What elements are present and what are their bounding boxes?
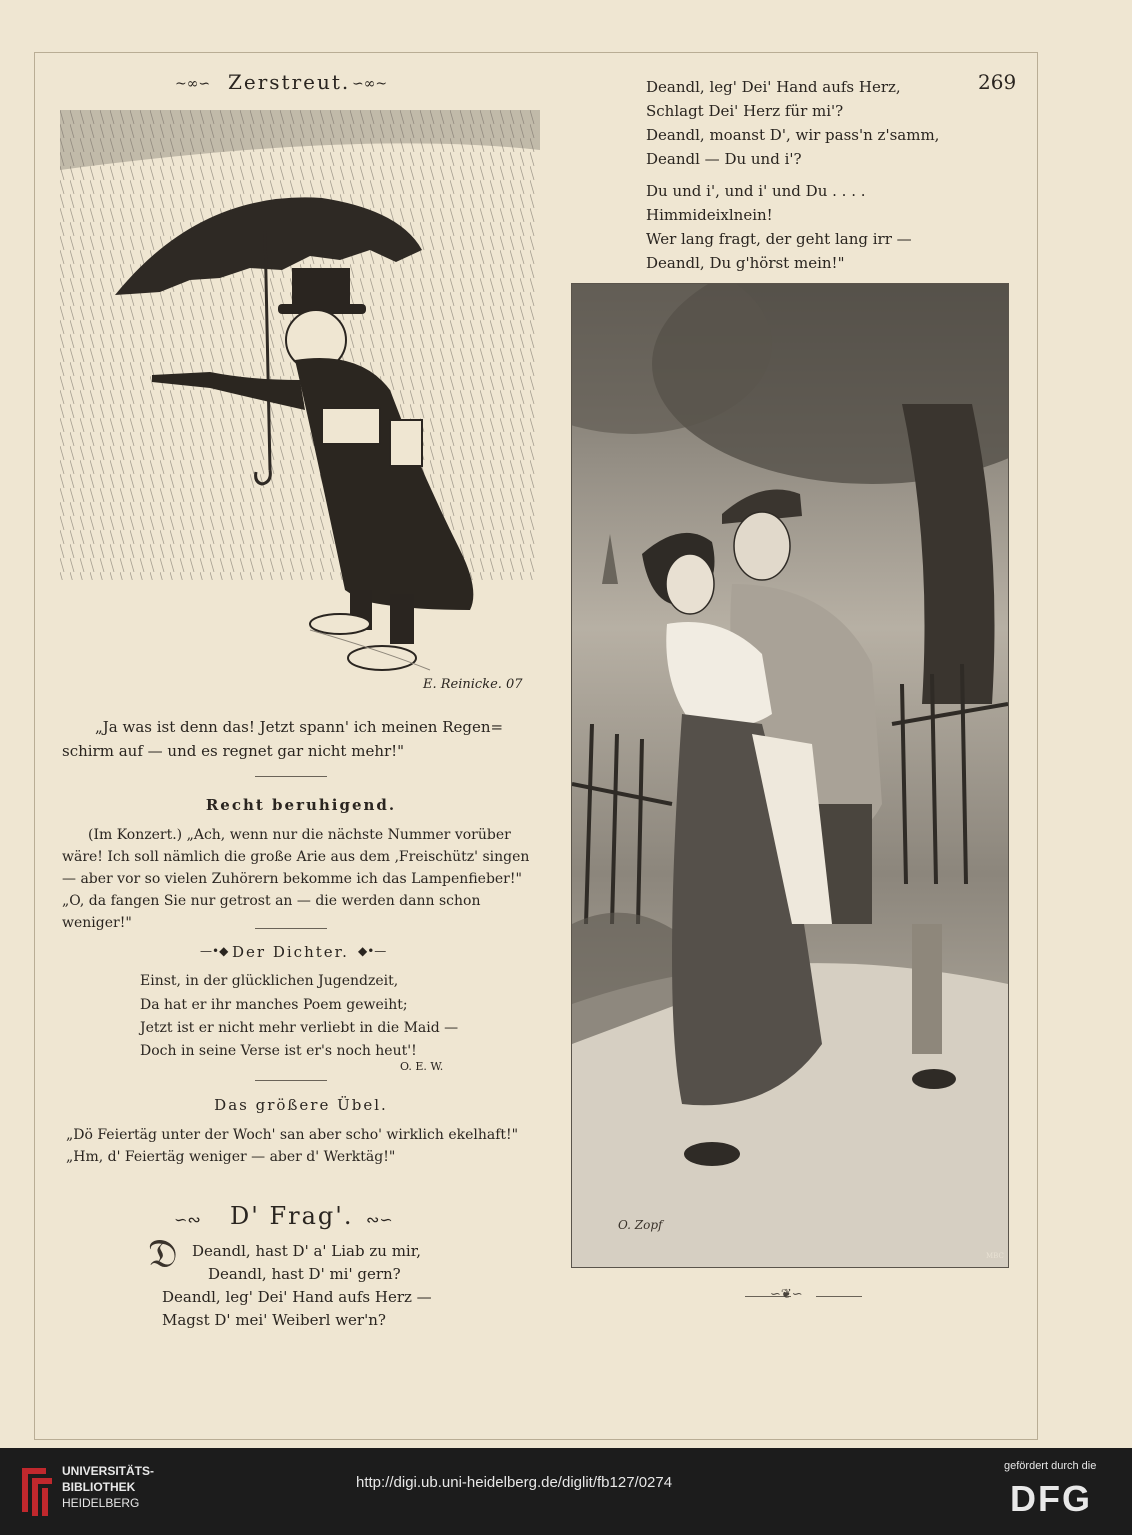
frag-s2-line-4: Deandl — Du und i'?	[646, 150, 802, 168]
drop-cap-ornament: 𝔇	[148, 1231, 178, 1277]
library-name-line-3: HEIDELBERG	[62, 1496, 140, 1510]
library-name-line-1: UNIVERSITÄTS-	[62, 1464, 155, 1478]
frag-s1-line-1: Deandl, hast D' a' Liab zu mir,	[192, 1242, 422, 1260]
frag-s2-line-2: Schlagt Dei' Herz für mi'?	[646, 102, 844, 120]
library-name-line-2: BIBLIOTHEK	[62, 1480, 136, 1494]
dichter-line-3: Jetzt ist er nicht mehr verliebt in die Maid —	[140, 1020, 459, 1036]
dichter-ornament-right: ◆•—	[358, 944, 387, 958]
frag-ornament-left: ∽∾	[174, 1210, 201, 1229]
recht-title: Recht beruhigend.	[205, 796, 397, 814]
divider	[255, 928, 327, 929]
library-logo-icon	[16, 1466, 56, 1518]
closing-ornament-icon: ∽❦∽	[770, 1287, 803, 1302]
painting-signature: O. Zopf	[618, 1218, 663, 1232]
section-title-ornament-right: ∽∞~	[352, 76, 388, 92]
frag-s3-line-3: Wer lang fragt, der geht lang irr —	[646, 230, 912, 248]
uebel-line-2: „Hm, d' Feiertäg weniger — aber d' Werktäg!"	[66, 1149, 396, 1165]
dichter-title: Der Dichter.	[232, 943, 349, 961]
recht-line-3: — aber vor so vielen Zuhörern bekomme ich das Lampenfieber!"	[62, 871, 522, 887]
cartoon-signature: E. Reinicke. 07	[423, 677, 523, 692]
dichter-author: O. E. W.	[400, 1060, 444, 1073]
frag-title: D' Frag'.	[230, 1202, 354, 1230]
closing-ornament-right	[816, 1296, 862, 1297]
footer-bar	[0, 1448, 1132, 1535]
frag-s1-line-3: Deandl, leg' Dei' Hand aufs Herz —	[162, 1288, 432, 1306]
recht-line-1: (Im Konzert.) „Ach, wenn nur die nächste Nummer vorüber	[88, 827, 511, 843]
frag-s2-line-1: Deandl, leg' Dei' Hand aufs Herz,	[646, 78, 901, 96]
divider	[255, 1080, 327, 1081]
document-url[interactable]: http://digi.ub.uni-heidelberg.de/diglit/fb127/0274	[356, 1474, 673, 1491]
frag-s1-line-2: Deandl, hast D' mi' gern?	[208, 1265, 401, 1283]
dichter-line-2: Da hat er ihr manches Poem geweiht;	[140, 997, 408, 1013]
section-title: Zerstreut.	[228, 70, 351, 94]
cartoon-caption-line-2: schirm auf — und es regnet gar nicht mehr!"	[62, 742, 405, 760]
dichter-line-1: Einst, in der glücklichen Jugendzeit,	[140, 973, 399, 989]
frag-s3-line-1: Du und i', und i' und Du . . . .	[646, 182, 866, 200]
dichter-line-4: Doch in seine Verse ist er's noch heut'!	[140, 1043, 417, 1059]
uebel-title: Das größere Übel.	[214, 1096, 388, 1114]
recht-line-5: weniger!"	[62, 915, 132, 931]
recht-line-2: wäre! Ich soll nämlich die große Arie aus dem ‚Freischütz' singen	[62, 849, 530, 865]
couple-painting	[571, 283, 1009, 1268]
funded-by-label: gefördert durch die	[1004, 1460, 1097, 1472]
page-number: 269	[978, 70, 1017, 94]
frag-s3-line-2: Himmideixlnein!	[646, 206, 773, 224]
uebel-line-1: „Dö Feiertäg unter der Woch' san aber scho' wirklich ekelhaft!"	[66, 1127, 519, 1143]
frag-s3-line-4: Deandl, Du g'hörst mein!"	[646, 254, 845, 272]
painting-printer-mark: MBC	[986, 1252, 1004, 1260]
frag-s1-line-4: Magst D' mei' Weiberl wer'n?	[162, 1311, 386, 1329]
dfg-logo: DFG	[1010, 1478, 1092, 1519]
recht-line-4: „O, da fangen Sie nur getrost an — die werden dann schon	[62, 893, 481, 909]
cartoon-illustration	[60, 110, 540, 700]
divider	[255, 776, 327, 777]
frag-ornament-right: ∾∽	[366, 1210, 393, 1229]
cartoon-caption-line-1: „Ja was ist denn das! Jetzt spann' ich meinen Regen=	[95, 718, 504, 736]
section-title-ornament-left: ~∞∽	[175, 76, 211, 92]
dichter-ornament-left: —•◆	[200, 944, 229, 958]
frag-s2-line-3: Deandl, moanst D', wir pass'n z'samm,	[646, 126, 940, 144]
